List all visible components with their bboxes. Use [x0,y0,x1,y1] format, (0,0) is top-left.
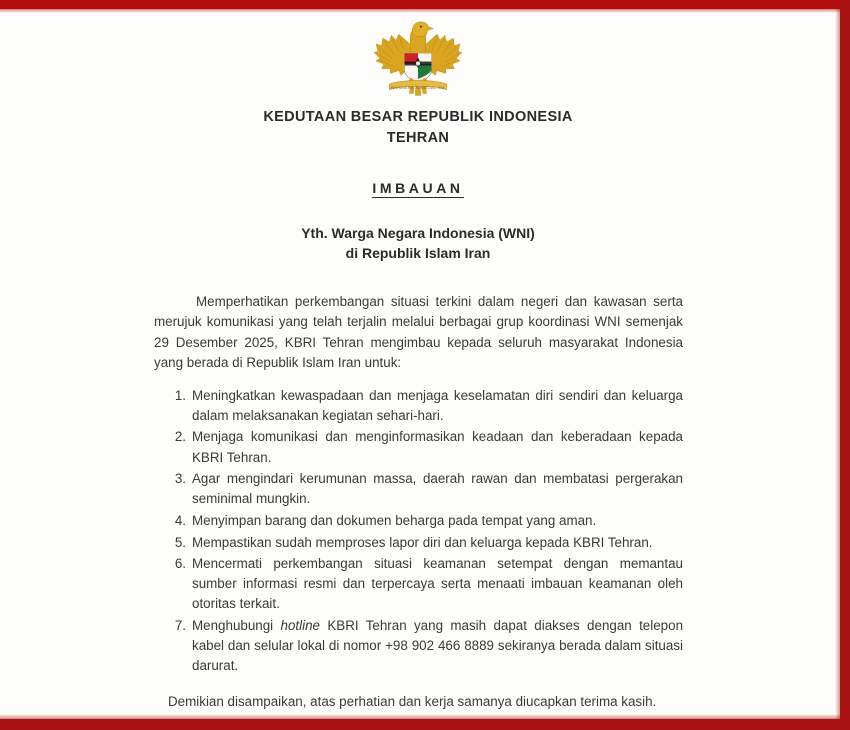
hotline-keyword: hotline [280,617,320,633]
list-item: Mempastikan sudah memproses lapor diri dan keluarga kepada KBRI Tehran. [192,534,653,550]
organization-title: KEDUTAAN BESAR REPUBLIK INDONESIA [263,109,573,125]
document-body [153,292,683,730]
addressee-line-1: Yth. Warga Negara Indonesia (WNI) [301,225,535,242]
bottom-red-border [0,719,850,730]
top-red-border [0,0,850,9]
list-item: Meningkatkan kewaspadaan dan menjaga keselamatan diri sendiri dan keluarga dalam melaksanakan kegiatan sehari-hari. [192,387,683,423]
list-item: Mencermati perkembangan situasi keamanan setempat dengan memantau sumber informasi resmi dan terpercaya serta menaati imbauan keamanan oleh otoritas terkait. [192,556,683,612]
document-type-label: IMBAUAN [372,180,464,197]
list-item: Menyimpan barang dan dokumen beharga pada tempat yang aman. [192,512,597,528]
right-red-border-fade [835,0,840,730]
organization-city: TEHRAN [386,129,450,146]
right-red-border [840,0,850,730]
svg-text:BHINNEKA TUNGGAL IKA: BHINNEKA TUNGGAL IKA [391,84,445,90]
addressee-block [0,223,836,264]
advisory-list [154,386,683,677]
garuda-pancasila-emblem [370,19,466,105]
list-item: Agar mengindari kerumunan massa, daerah rawan dan membatasi pergerakan seminimal mungkin. [192,471,683,507]
bottom-red-border-fade [0,714,850,719]
list-item: Menjaga komunikasi dan menginformasikan keadaan dan keberadaan kepada KBRI Tehran. [192,429,683,465]
top-red-border-fade [0,9,850,13]
hotline-text-after: KBRI Tehran yang masih dapat diakses dengan telepon kabel dan selular lokal di nomor +98 902 466 8889 sekiranya berada dalam situasi darurat. [192,617,684,674]
addressee-line-2: di Republik Islam Iran [345,245,491,262]
list-item-hotline [190,616,683,676]
document-sheet [0,13,836,719]
document-type-heading [0,180,836,196]
closing-paragraph: Demikian disampaikan, atas perhatian dan kerja samanya diucapkan terima kasih. [168,694,657,710]
hotline-text-before: Menghubungi [192,617,281,633]
emblem-container [0,13,836,105]
intro-paragraph: Memperhatikan perkembangan situasi terkini dalam negeri dan kawasan serta merujuk komunikasi yang telah terjalin melalui berbagai grup koordinasi WNI semenjak 29 Desember 2025, KBRI Tehran mengimbau kepada seluruh masyarakat Indonesia yang berada di Republik Islam Iran untuk: [154,293,683,371]
